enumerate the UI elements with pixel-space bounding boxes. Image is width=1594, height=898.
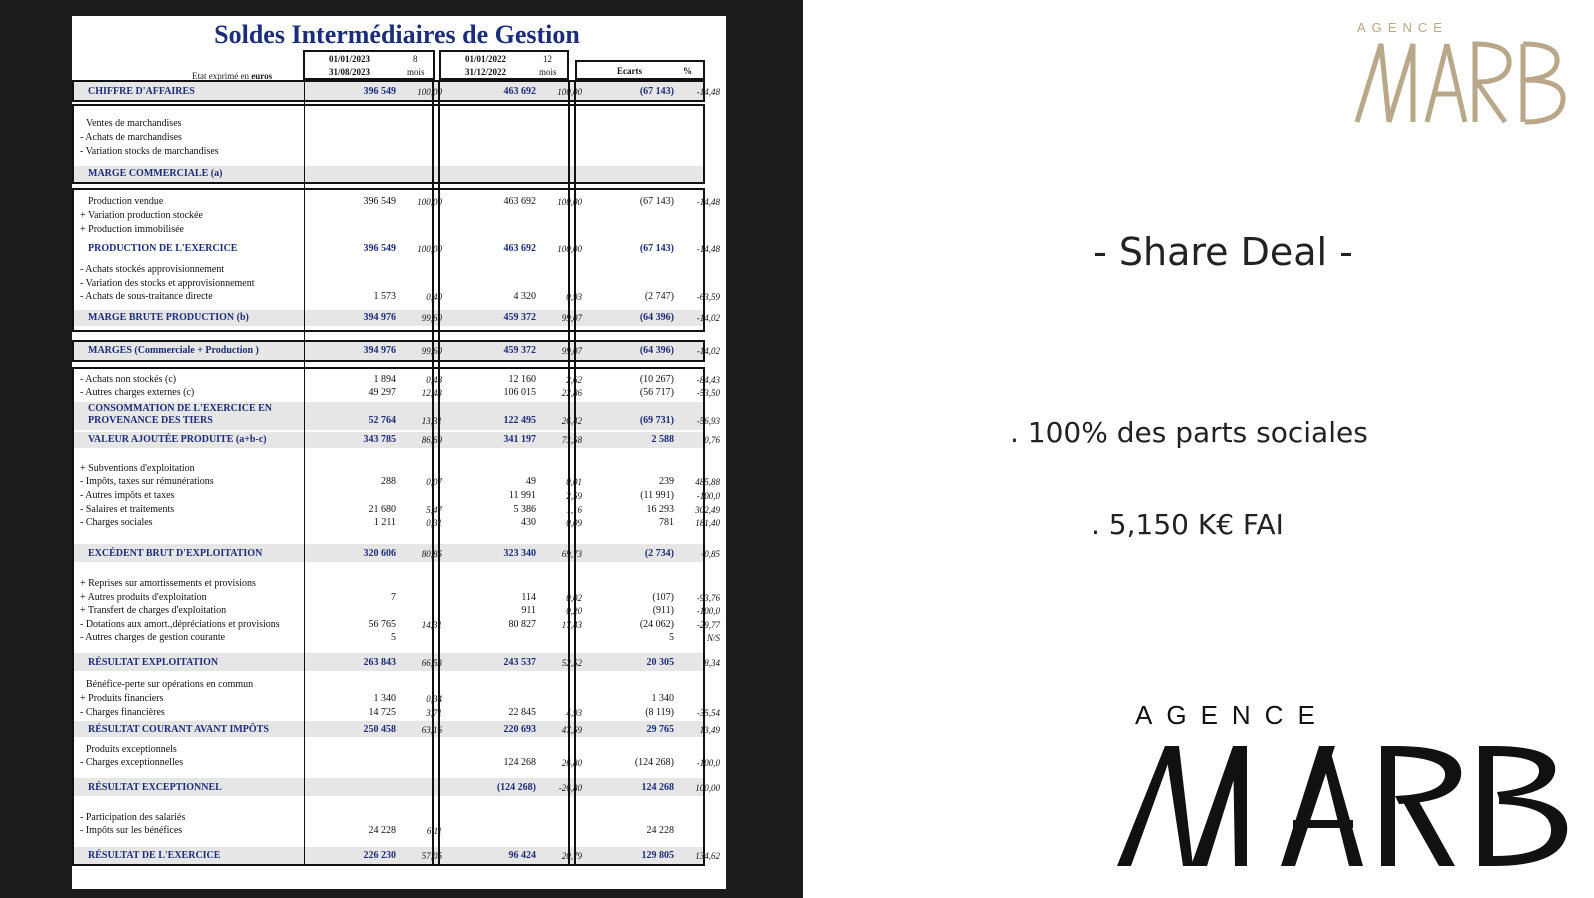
row-achats-non-stockes xyxy=(72,373,726,387)
row-marge-brute-production xyxy=(72,311,726,325)
pct-ecart: -14,48 xyxy=(696,244,720,254)
document-title: Soldes Intermédiaires de Gestion xyxy=(214,20,580,49)
row-ventes-marchandises xyxy=(72,117,726,131)
value-2022: 4 320 xyxy=(513,291,536,302)
row-label: PRODUCTION DE L'EXERCICE xyxy=(88,243,238,254)
period1-months: 8 xyxy=(413,54,418,64)
pct-2022: 0,02 xyxy=(566,593,582,603)
value-2022: 341 197 xyxy=(503,434,536,445)
value-ecart: 781 xyxy=(659,517,674,528)
pct-ecart: -63,59 xyxy=(696,292,720,302)
row-variation-production xyxy=(72,209,726,223)
value-2023: 288 xyxy=(381,476,396,487)
value-ecart: (24 062) xyxy=(639,619,674,630)
row-label: + Variation production stockée xyxy=(80,210,203,221)
row-charges-exceptionnelles xyxy=(72,756,726,770)
row-produits-exceptionnels xyxy=(72,743,726,757)
row-produits-financiers xyxy=(72,692,726,706)
row-label: - Autres charges de gestion courante xyxy=(80,632,226,643)
row-label: - Salaires et traitements xyxy=(80,504,175,515)
value-2022: 430 xyxy=(521,517,536,528)
value-ecart: 24 228 xyxy=(646,825,674,836)
row-autres-charges-gestion xyxy=(72,631,726,645)
row-label: + Production immobilisée xyxy=(80,224,184,235)
pct-2023: 86,69 xyxy=(421,435,442,445)
value-2022: 463 692 xyxy=(503,243,536,254)
value-2023: 7 xyxy=(391,592,396,603)
pct-2022: 17,43 xyxy=(561,620,582,630)
row-resultat-exceptionnel xyxy=(72,781,726,795)
value-ecart: 5 xyxy=(669,632,674,643)
row-autres-charges-externes xyxy=(72,386,726,400)
row-label: - Achats non stockés (c) xyxy=(80,374,177,385)
value-2023: 1 573 xyxy=(373,291,396,302)
pct-ecart: -14,02 xyxy=(696,346,720,356)
value-2022: 122 495 xyxy=(503,415,536,426)
row-valeur-ajoutee xyxy=(72,433,726,447)
row-label: - Charges exceptionnelles xyxy=(80,757,184,768)
value-2023: 5 xyxy=(391,632,396,643)
etat-prefix: Etat exprimé en xyxy=(192,71,249,81)
pct-ecart: -14,48 xyxy=(696,87,720,97)
bullet-parts-sociales: . 100% des parts sociales xyxy=(1010,416,1368,449)
pct-2022: 99,07 xyxy=(561,346,582,356)
value-2023: 1 894 xyxy=(373,374,396,385)
row-operations-commun xyxy=(72,678,726,692)
pct-ecart: 8,34 xyxy=(704,658,720,668)
pct-2023: 66,53 xyxy=(421,658,442,668)
bullet-prix: . 5,150 K€ FAI xyxy=(1091,508,1284,541)
marb-wordmark-gold xyxy=(1351,38,1573,128)
row-label: CONSOMMATION DE L'EXERCICE EN xyxy=(88,403,272,414)
pct-ecart: -56,93 xyxy=(696,416,720,426)
pct-ecart: -35,54 xyxy=(696,708,720,718)
value-2022: 12 160 xyxy=(508,374,536,385)
pct-2022: 100,00 xyxy=(557,197,582,207)
row-production-vendue xyxy=(72,195,726,209)
value-2022: 114 xyxy=(521,592,536,603)
value-ecart: (911) xyxy=(652,605,674,616)
value-2022: 220 693 xyxy=(503,724,536,735)
row-label: - Autres impôts et taxes xyxy=(80,490,175,501)
pct-2023: 99,60 xyxy=(421,346,442,356)
row-label: - Variation des stocks et approvisionnement xyxy=(80,278,255,289)
logo-agence-text: AGENCE xyxy=(1357,20,1448,35)
pct-2023: 14,31 xyxy=(421,620,442,630)
value-ecart: (67 143) xyxy=(639,86,674,97)
pct-2023: 0,40 xyxy=(426,292,442,302)
pct-2022: 99,07 xyxy=(561,313,582,323)
value-2022: 911 xyxy=(521,605,536,616)
value-ecart: 129 805 xyxy=(641,850,674,861)
value-ecart: (69 731) xyxy=(639,415,674,426)
row-label: - Achats de marchandises xyxy=(80,132,182,143)
row-label: + Reprises sur amortissements et provisions xyxy=(80,578,256,589)
row-achats-stockes xyxy=(72,263,726,277)
row-label: + Transfert de charges d'exploitation xyxy=(80,605,227,616)
value-ecart: (11 991) xyxy=(640,490,674,501)
pct-ecart: 181,40 xyxy=(695,518,720,528)
period2-months: 12 xyxy=(543,54,552,64)
row-label: MARGES (Commerciale + Production ) xyxy=(88,345,259,356)
row-label: Ventes de marchandises xyxy=(86,118,182,129)
marb-wordmark-black xyxy=(1113,736,1573,876)
value-2022: 96 424 xyxy=(508,850,536,861)
pct-2023: 0,31 xyxy=(426,518,442,528)
row-transfert-charges xyxy=(72,604,726,618)
row-salaires xyxy=(72,503,726,517)
pct-2022: 0,01 xyxy=(566,477,582,487)
value-ecart: (107) xyxy=(652,592,674,603)
pct-2022: 1,16 xyxy=(566,505,582,515)
value-ecart: 239 xyxy=(659,476,674,487)
row-label: Production vendue xyxy=(88,196,164,207)
row-autres-produits-exploitation xyxy=(72,591,726,605)
pct-2022: 52,52 xyxy=(561,658,582,668)
value-2022: 124 268 xyxy=(503,757,536,768)
pct-2023: 100,00 xyxy=(417,87,442,97)
pct-2023: 6,11 xyxy=(426,826,442,836)
value-2023: 49 297 xyxy=(368,387,396,398)
pct-2022: 100,00 xyxy=(557,87,582,97)
row-production-immobilisee xyxy=(72,223,726,237)
value-ecart: (124 268) xyxy=(634,757,674,768)
period1-months-label: mois xyxy=(407,67,425,77)
pct-ecart: -100,0 xyxy=(696,491,720,501)
row-label-line2: PROVENANCE DES TIERS xyxy=(88,415,213,426)
pct-label: % xyxy=(683,66,692,76)
row-label: + Autres produits d'exploitation xyxy=(80,592,207,603)
pct-2023: 80,85 xyxy=(421,549,442,559)
row-label: + Produits financiers xyxy=(80,693,164,704)
value-ecart: 1 340 xyxy=(651,693,674,704)
row-label: - Charges financières xyxy=(80,707,165,718)
row-autres-impots xyxy=(72,489,726,503)
pct-2022: 26,42 xyxy=(561,416,582,426)
value-2022: 106 015 xyxy=(503,387,536,398)
pct-2023: 100,00 xyxy=(417,244,442,254)
row-label: - Impôts sur les bénéfices xyxy=(80,825,183,836)
share-deal-heading: - Share Deal - xyxy=(1093,230,1353,274)
pct-2022: 73,58 xyxy=(561,435,582,445)
value-ecart: 124 268 xyxy=(641,782,674,793)
row-ebe xyxy=(72,547,726,561)
value-2022: 459 372 xyxy=(503,312,536,323)
row-consommation xyxy=(72,414,726,428)
pct-2022: 2,59 xyxy=(566,491,582,501)
value-2023: 396 549 xyxy=(363,196,396,207)
value-ecart: 20 305 xyxy=(646,657,674,668)
agence-marb-logo-top xyxy=(1351,18,1581,118)
period2-end: 31/12/2022 xyxy=(465,67,507,77)
row-label: - Autres charges externes (c) xyxy=(80,387,195,398)
value-2022: 463 692 xyxy=(503,196,536,207)
pct-ecart: 100,00 xyxy=(695,783,720,793)
value-ecart: 16 293 xyxy=(646,504,674,515)
pct-ecart: -14,48 xyxy=(696,197,720,207)
period1-start: 01/01/2023 xyxy=(329,54,371,64)
row-label: Produits exceptionnels xyxy=(86,744,177,755)
pct-2023: 5,47 xyxy=(426,505,442,515)
value-2023: 320 606 xyxy=(363,548,396,559)
row-achats-marchandises xyxy=(72,131,726,145)
value-2022: 80 827 xyxy=(508,619,536,630)
pct-ecart: -84,43 xyxy=(696,375,720,385)
row-impots-benefices xyxy=(72,824,726,838)
row-resultat-exercice xyxy=(72,849,726,863)
pct-2023: 100,00 xyxy=(417,197,442,207)
pct-2022: 0,93 xyxy=(566,292,582,302)
period1-end: 31/08/2023 xyxy=(329,67,371,77)
pct-ecart: 0,76 xyxy=(704,435,720,445)
row-label: + Subventions d'exploitation xyxy=(80,463,195,474)
row-participation-salaries xyxy=(72,811,726,825)
row-resultat-exploitation xyxy=(72,656,726,670)
pct-2022: 69,73 xyxy=(561,549,582,559)
row-label: RÉSULTAT EXCEPTIONNEL xyxy=(88,782,222,793)
value-ecart: (67 143) xyxy=(639,196,674,207)
value-2022: 49 xyxy=(526,476,536,487)
value-ecart: (10 267) xyxy=(639,374,674,385)
value-2023: 21 680 xyxy=(368,504,396,515)
pct-2023: 63,16 xyxy=(421,725,442,735)
pct-2022: 0,09 xyxy=(566,518,582,528)
pct-2023: 13,31 xyxy=(421,416,442,426)
row-impots-remunerations xyxy=(72,475,726,489)
row-label: - Charges sociales xyxy=(80,517,153,528)
pct-2023: 0,48 xyxy=(426,375,442,385)
pct-2022: 2,62 xyxy=(566,375,582,385)
row-label: MARGE COMMERCIALE (a) xyxy=(88,168,223,179)
row-rcai xyxy=(72,723,726,737)
row-label: RÉSULTAT COURANT AVANT IMPÔTS xyxy=(88,724,269,735)
value-ecart: (67 143) xyxy=(639,243,674,254)
value-2023: 52 764 xyxy=(368,415,396,426)
value-2022: (124 268) xyxy=(496,782,536,793)
value-2023: 1 340 xyxy=(373,693,396,704)
row-label: RÉSULTAT EXPLOITATION xyxy=(88,657,219,668)
value-ecart: (64 396) xyxy=(639,312,674,323)
pct-ecart: 134,62 xyxy=(695,851,720,861)
logo-agence-text: AGENCE xyxy=(1135,700,1329,730)
pct-ecart: -0,85 xyxy=(701,549,720,559)
value-2023: 226 230 xyxy=(363,850,396,861)
pct-ecart: -100,0 xyxy=(696,606,720,616)
pct-ecart: -29,77 xyxy=(696,620,720,630)
pct-2022: 4,93 xyxy=(566,708,582,718)
pct-ecart: 302,49 xyxy=(695,505,720,515)
pct-ecart: -100,0 xyxy=(696,758,720,768)
row-label: - Variation stocks de marchandises xyxy=(80,146,219,157)
pct-2023: 99,60 xyxy=(421,313,442,323)
value-2023: 343 785 xyxy=(363,434,396,445)
sig-document xyxy=(72,16,726,889)
row-label: - Achats de sous-traitance directe xyxy=(80,291,213,302)
value-2022: 323 340 xyxy=(503,548,536,559)
value-ecart: 2 588 xyxy=(651,434,674,445)
row-label: - Participation des salariés xyxy=(80,812,186,823)
value-2023: 1 211 xyxy=(373,517,396,528)
ecarts-box xyxy=(575,60,705,80)
value-2022: 11 991 xyxy=(508,490,536,501)
value-2022: 5 386 xyxy=(513,504,536,515)
row-marges xyxy=(72,344,726,358)
period2-months-label: mois xyxy=(539,67,557,77)
value-ecart: (2 747) xyxy=(644,291,674,302)
pct-2022: -26,80 xyxy=(558,783,582,793)
agence-marb-logo-bottom xyxy=(1113,700,1583,890)
row-reprises xyxy=(72,577,726,591)
pct-2023: 3,71 xyxy=(426,708,442,718)
pct-2022: 20,79 xyxy=(561,851,582,861)
value-2022: 463 692 xyxy=(503,86,536,97)
pct-2022: 26,80 xyxy=(561,758,582,768)
row-label: - Impôts, taxes sur rémunérations xyxy=(80,476,214,487)
pct-2023: 0,34 xyxy=(426,694,442,704)
value-ecart: (2 734) xyxy=(644,548,674,559)
pct-ecart: -93,76 xyxy=(696,593,720,603)
pct-2023: 0,07 xyxy=(426,477,442,487)
value-ecart: (64 396) xyxy=(639,345,674,356)
value-2023: 394 976 xyxy=(363,312,396,323)
period2-box xyxy=(439,50,569,80)
row-label: CHIFFRE D'AFFAIRES xyxy=(88,86,195,97)
row-sous-traitance xyxy=(72,290,726,304)
value-ecart: (8 119) xyxy=(645,707,674,718)
value-2023: 394 976 xyxy=(363,345,396,356)
pct-2022: 47,59 xyxy=(561,725,582,735)
row-label: MARGE BRUTE PRODUCTION (b) xyxy=(88,312,249,323)
value-2023: 250 458 xyxy=(363,724,396,735)
pct-ecart: 13,49 xyxy=(699,725,720,735)
value-2023: 24 228 xyxy=(368,825,396,836)
row-variation-stocks-appro xyxy=(72,277,726,291)
pct-ecart: -53,50 xyxy=(696,388,720,398)
value-2023: 56 765 xyxy=(368,619,396,630)
row-label: RÉSULTAT DE L'EXERCICE xyxy=(88,850,221,861)
value-2023: 263 843 xyxy=(363,657,396,668)
pct-2022: 22,86 xyxy=(561,388,582,398)
value-2022: 243 537 xyxy=(503,657,536,668)
pct-2023: 12,43 xyxy=(421,388,442,398)
row-charges-financieres xyxy=(72,706,726,720)
row-dotations xyxy=(72,618,726,632)
pct-ecart: N/S xyxy=(706,633,720,643)
period2-start: 01/01/2022 xyxy=(465,54,507,64)
value-2023: 14 725 xyxy=(368,707,396,718)
row-label: VALEUR AJOUTÉE PRODUITE (a+b-c) xyxy=(88,434,267,445)
period1-box xyxy=(303,50,435,80)
value-ecart: 29 765 xyxy=(646,724,674,735)
value-2023: 396 549 xyxy=(363,243,396,254)
value-ecart: (56 717) xyxy=(639,387,674,398)
pct-2022: 100,00 xyxy=(557,244,582,254)
value-2022: 22 845 xyxy=(508,707,536,718)
pct-ecart: 485,88 xyxy=(695,477,720,487)
pct-2023: 57,05 xyxy=(421,851,442,861)
row-label: Bénéfice-perte sur opérations en commun xyxy=(86,679,254,690)
value-2022: 459 372 xyxy=(503,345,536,356)
right-panel xyxy=(803,0,1594,898)
row-subventions xyxy=(72,462,726,476)
ecarts-label: Ecarts xyxy=(617,66,642,76)
value-2023: 396 549 xyxy=(363,86,396,97)
row-chiffre-affaires xyxy=(72,85,726,99)
row-label: EXCÉDENT BRUT D'EXPLOITATION xyxy=(88,548,263,559)
pct-ecart: -14,02 xyxy=(696,313,720,323)
pct-2022: 0,20 xyxy=(566,606,582,616)
row-production-exercice xyxy=(72,242,726,256)
row-charges-sociales xyxy=(72,516,726,530)
etat-unit: euros xyxy=(251,71,273,81)
row-label: - Dotations aux amort.,dépréciations et provisions xyxy=(80,619,280,630)
row-variation-stocks-marchandises xyxy=(72,145,726,159)
row-label: - Achats stockés approvisionnement xyxy=(80,264,225,275)
row-marge-commerciale xyxy=(72,167,726,181)
